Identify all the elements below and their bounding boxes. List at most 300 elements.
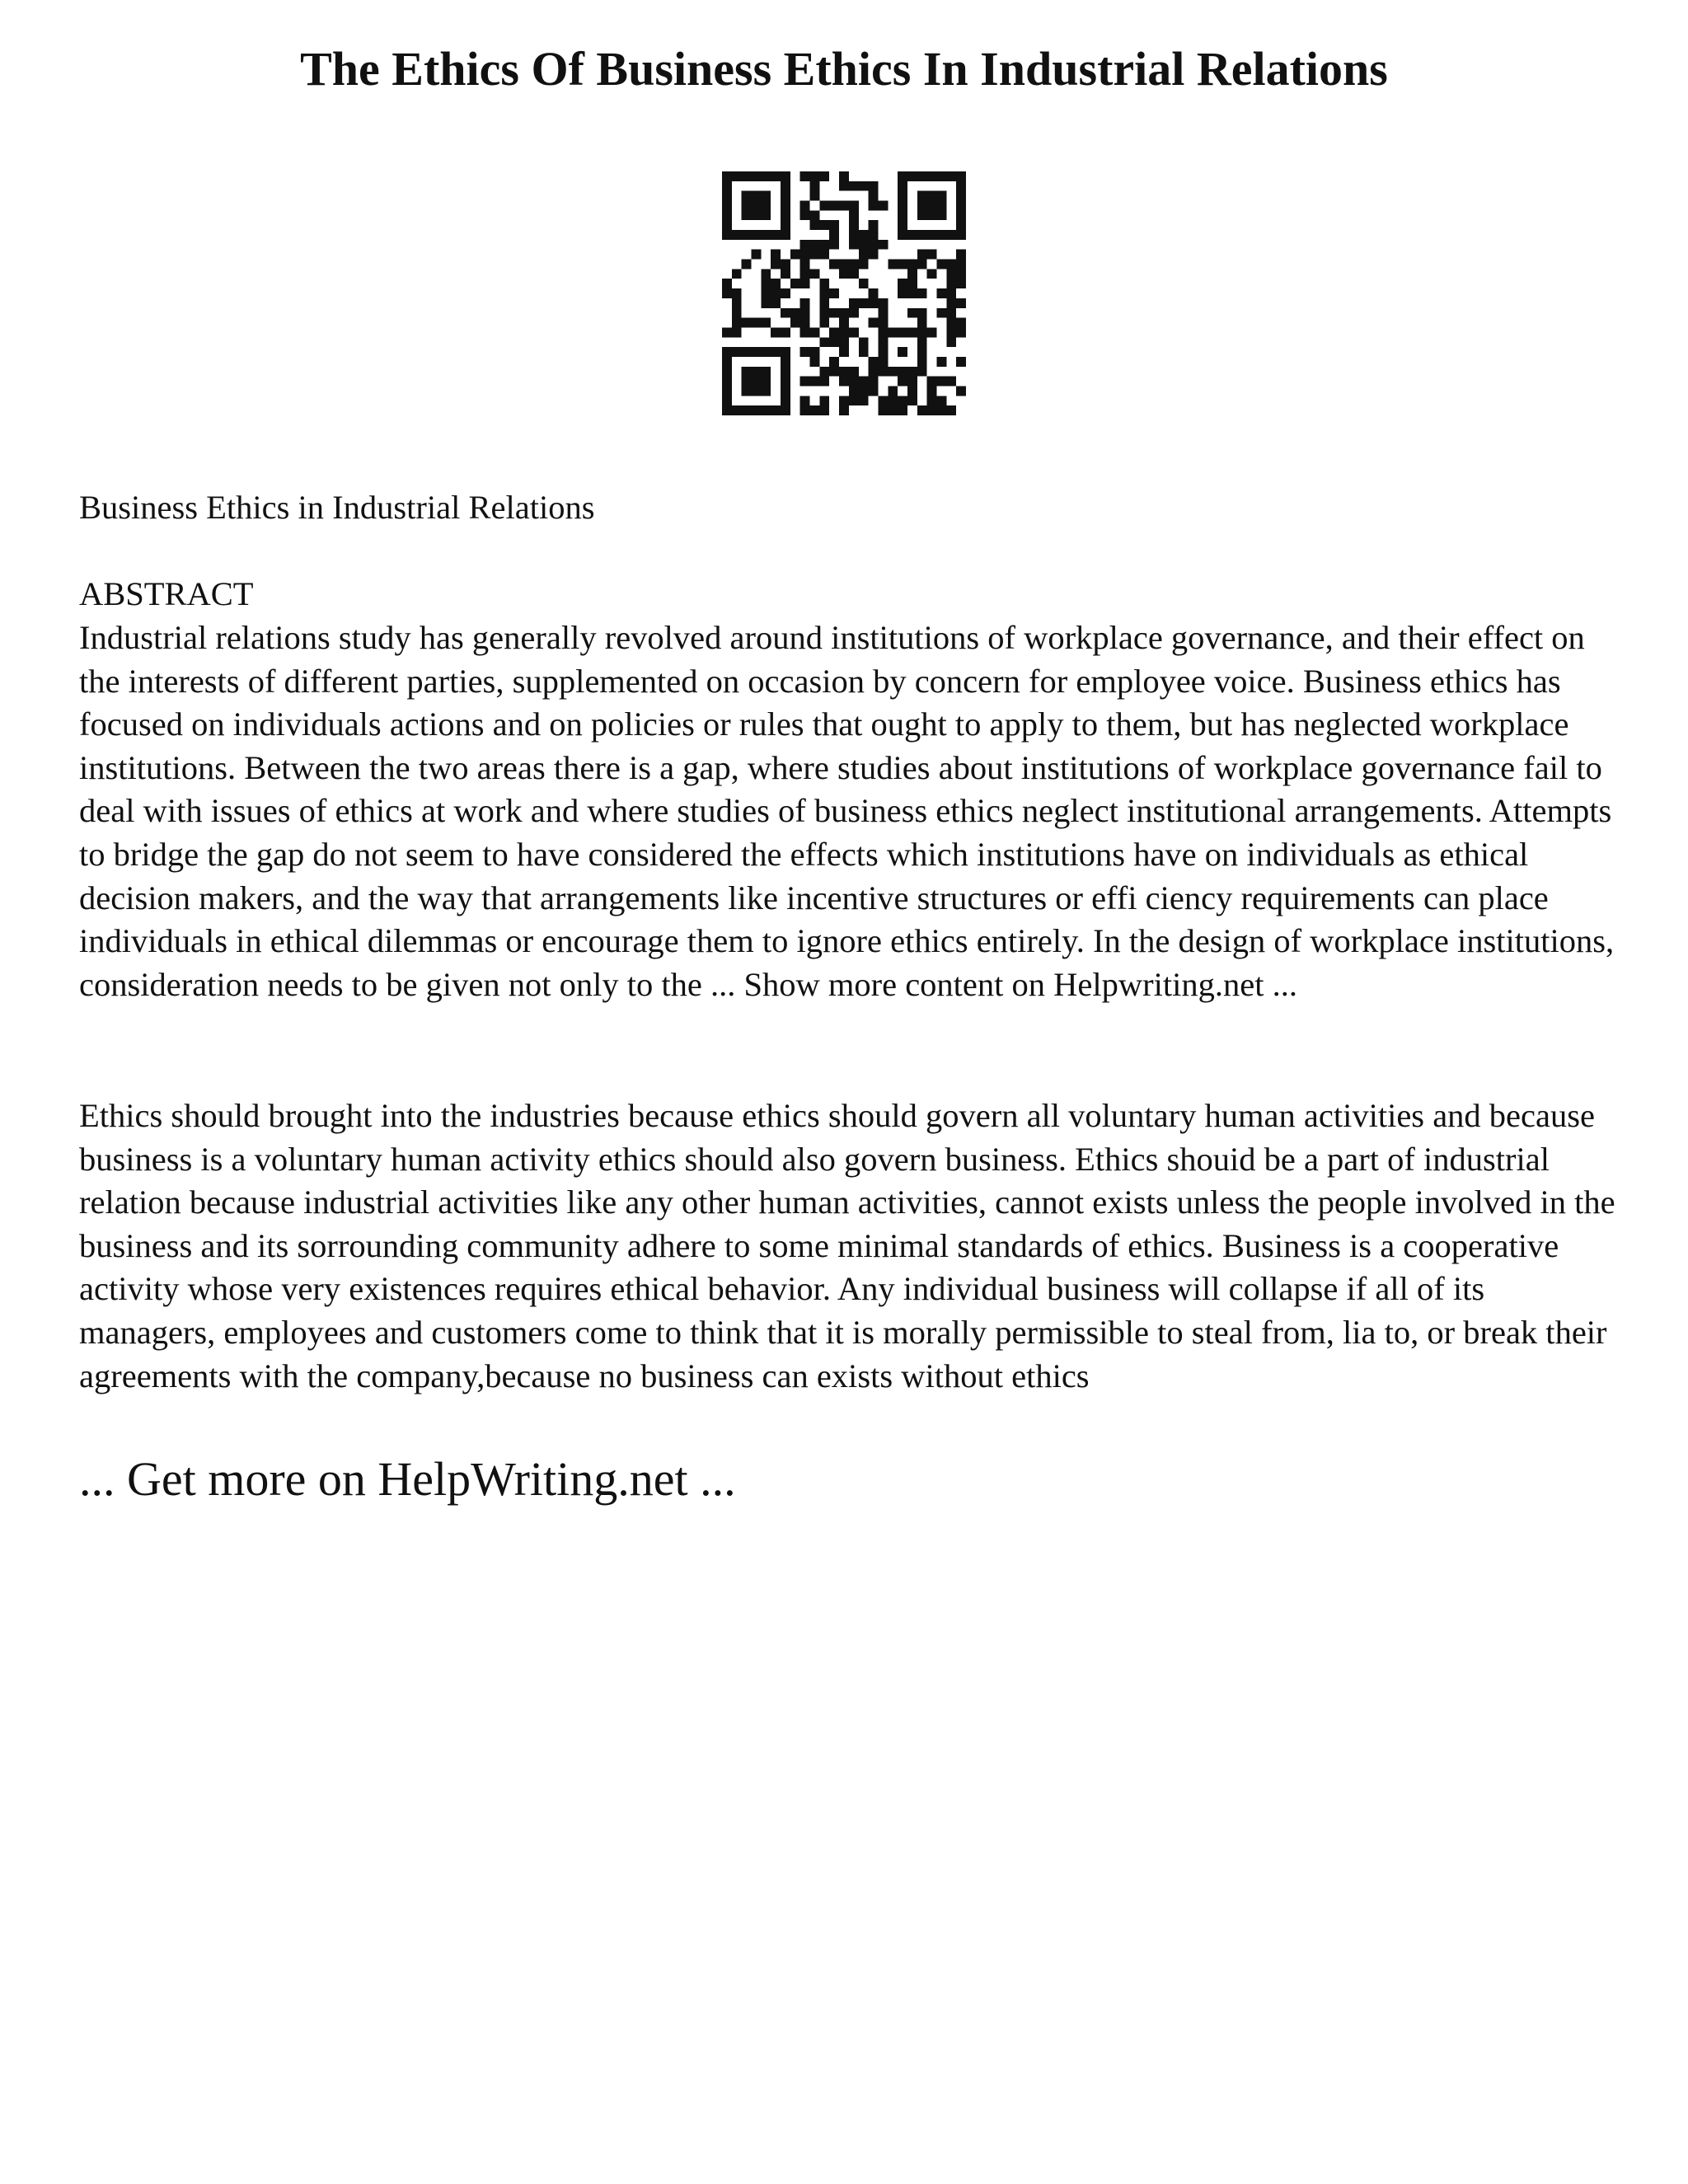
qr-module xyxy=(761,318,771,328)
qr-module xyxy=(829,220,839,230)
qr-module xyxy=(761,405,771,415)
qr-module xyxy=(781,377,790,387)
qr-module xyxy=(722,210,732,220)
qr-module xyxy=(800,250,810,260)
qr-module xyxy=(800,269,810,279)
qr-module xyxy=(752,386,762,396)
qr-module xyxy=(869,250,879,260)
qr-module xyxy=(742,201,752,211)
qr-module xyxy=(781,171,790,181)
qr-module xyxy=(878,347,888,357)
qr-module xyxy=(839,201,849,211)
qr-module xyxy=(761,347,771,357)
qr-module xyxy=(888,386,898,396)
qr-module xyxy=(829,230,839,240)
qr-module xyxy=(732,230,742,240)
qr-module xyxy=(800,347,810,357)
qr-module xyxy=(771,250,781,260)
qr-module xyxy=(907,386,917,396)
qr-module xyxy=(917,171,927,181)
qr-module xyxy=(829,327,839,337)
qr-module xyxy=(898,220,907,230)
qr-module xyxy=(956,171,966,181)
qr-module xyxy=(956,201,966,211)
qr-module xyxy=(819,405,829,415)
qr-module xyxy=(936,377,946,387)
qr-module xyxy=(878,337,888,347)
qr-module xyxy=(849,269,859,279)
qr-module xyxy=(917,357,927,367)
qr-module xyxy=(732,347,742,357)
get-more-link[interactable]: ... Get more on HelpWriting.net ... xyxy=(79,1452,736,1506)
qr-module xyxy=(800,318,810,328)
qr-module xyxy=(917,288,927,298)
qr-module xyxy=(946,288,956,298)
qr-module xyxy=(888,367,898,377)
qr-module xyxy=(907,260,917,269)
qr-module xyxy=(917,250,927,260)
qr-module xyxy=(869,357,879,367)
qr-module xyxy=(917,260,927,269)
qr-module xyxy=(888,396,898,405)
qr-module xyxy=(819,298,829,308)
qr-module xyxy=(898,191,907,201)
qr-module xyxy=(927,386,937,396)
qr-module xyxy=(859,260,869,269)
qr-module xyxy=(819,250,829,260)
qr-module xyxy=(819,377,829,387)
qr-module xyxy=(839,347,849,357)
qr-module xyxy=(946,318,956,328)
qr-module xyxy=(898,377,907,387)
qr-module xyxy=(917,318,927,328)
abstract-heading: ABSTRACT xyxy=(79,575,254,612)
qr-module xyxy=(810,171,820,181)
qr-module xyxy=(752,171,762,181)
qr-module xyxy=(859,377,869,387)
qr-module xyxy=(946,279,956,288)
qr-module xyxy=(761,201,771,211)
qr-module xyxy=(936,201,946,211)
qr-module xyxy=(800,201,810,211)
qr-module xyxy=(927,201,937,211)
qr-module xyxy=(849,386,859,396)
qr-module xyxy=(907,269,917,279)
qr-module xyxy=(907,288,917,298)
qr-module xyxy=(829,288,839,298)
qr-module xyxy=(752,318,762,328)
qr-module xyxy=(722,396,732,405)
qr-module xyxy=(869,298,879,308)
qr-code-icon[interactable] xyxy=(722,171,966,415)
qr-module xyxy=(722,288,732,298)
qr-module xyxy=(781,230,790,240)
qr-module xyxy=(771,327,781,337)
qr-module xyxy=(917,367,927,377)
qr-module xyxy=(761,367,771,377)
qr-module xyxy=(722,201,732,211)
qr-module xyxy=(956,386,966,396)
qr-module xyxy=(946,260,956,269)
qr-module xyxy=(849,201,859,211)
qr-module xyxy=(839,171,849,181)
qr-module xyxy=(790,318,800,328)
qr-module xyxy=(810,347,820,357)
qr-module xyxy=(781,347,790,357)
qr-module xyxy=(898,327,907,337)
qr-module xyxy=(936,210,946,220)
qr-module xyxy=(869,367,879,377)
qr-module xyxy=(907,308,917,318)
qr-module xyxy=(781,201,790,211)
qr-module xyxy=(761,269,771,279)
qr-module xyxy=(781,288,790,298)
qr-module xyxy=(946,337,956,347)
qr-module xyxy=(742,171,752,181)
qr-module xyxy=(819,308,829,318)
qr-module xyxy=(917,210,927,220)
qr-module xyxy=(927,377,937,387)
qr-module xyxy=(742,377,752,387)
qr-module xyxy=(956,220,966,230)
qr-module xyxy=(771,288,781,298)
qr-module xyxy=(936,396,946,405)
qr-module xyxy=(946,269,956,279)
qr-module xyxy=(752,405,762,415)
qr-module xyxy=(888,327,898,337)
qr-module xyxy=(869,230,879,240)
qr-module xyxy=(781,269,790,279)
qr-module xyxy=(878,318,888,328)
qr-module xyxy=(771,279,781,288)
qr-module xyxy=(956,181,966,191)
qr-module xyxy=(761,230,771,240)
qr-module xyxy=(742,210,752,220)
qr-module xyxy=(752,201,762,211)
qr-module xyxy=(732,318,742,328)
qr-module xyxy=(956,191,966,201)
qr-module xyxy=(859,250,869,260)
qr-module xyxy=(800,396,810,405)
qr-module xyxy=(819,288,829,298)
qr-module xyxy=(819,318,829,328)
qr-module xyxy=(869,240,879,250)
qr-module xyxy=(898,260,907,269)
qr-module xyxy=(722,327,732,337)
qr-module xyxy=(849,210,859,220)
qr-module xyxy=(810,269,820,279)
document-subtitle: Business Ethics in Industrial Relations xyxy=(79,489,595,526)
document-title: The Ethics Of Business Ethics In Industrial Relations xyxy=(300,42,1388,96)
qr-module xyxy=(752,191,762,201)
qr-module xyxy=(927,230,937,240)
qr-module xyxy=(956,298,966,308)
qr-module xyxy=(722,279,732,288)
qr-module xyxy=(819,201,829,211)
qr-module xyxy=(859,230,869,240)
qr-module xyxy=(752,250,762,260)
qr-module xyxy=(800,405,810,415)
qr-module xyxy=(898,367,907,377)
qr-module xyxy=(722,191,732,201)
qr-module xyxy=(878,396,888,405)
qr-module xyxy=(829,337,839,347)
qr-module xyxy=(810,210,820,220)
qr-module xyxy=(771,298,781,308)
qr-module xyxy=(722,367,732,377)
qr-module xyxy=(800,260,810,269)
qr-module xyxy=(936,308,946,318)
qr-module xyxy=(869,377,879,387)
qr-module xyxy=(878,201,888,211)
qr-module xyxy=(839,396,849,405)
qr-module xyxy=(956,250,966,260)
qr-module xyxy=(742,230,752,240)
qr-module xyxy=(810,377,820,387)
qr-module xyxy=(722,181,732,191)
qr-module xyxy=(859,386,869,396)
qr-module xyxy=(956,327,966,337)
qr-module xyxy=(888,260,898,269)
qr-module xyxy=(956,260,966,269)
qr-module xyxy=(907,279,917,288)
qr-module xyxy=(810,327,820,337)
qr-module xyxy=(771,260,781,269)
qr-module xyxy=(839,377,849,387)
qr-module xyxy=(829,367,839,377)
qr-module xyxy=(878,308,888,318)
qr-module xyxy=(936,171,946,181)
qr-module xyxy=(927,210,937,220)
qr-module xyxy=(907,367,917,377)
qr-module xyxy=(898,230,907,240)
qr-module xyxy=(722,377,732,387)
qr-module xyxy=(800,298,810,308)
qr-module xyxy=(771,405,781,415)
abstract-paragraph: Industrial relations study has generally revolved around institutions of workplace governance, and their effect on the interests of different parties, supplemented on occasion by concern for employee voice. Business ethics has focused on individuals actions and on policies or rules that ought to apply to them, but has neglected workplace institutions. Between the two areas there is a gap, where studies about institutions of workplace governance fail to deal with issues of ethics at work and where studies of business ethics neglect institutional arrangements. Attempts to bridge the gap do not seem to have considered the effects which institutions have on individuals as ethical decision makers, and the way that arrangements like incentive structures or effi ciency requirements can place individuals in ethical dilemmas or encourage them to ignore ethics entirely. In the design of workplace institutions, consideration needs to be given not only to the ... Show more content on Helpwriting.net ... xyxy=(79,619,1615,1003)
qr-module xyxy=(839,405,849,415)
qr-module xyxy=(810,250,820,260)
qr-module xyxy=(898,181,907,191)
qr-module xyxy=(898,288,907,298)
qr-module xyxy=(810,357,820,367)
qr-module xyxy=(849,230,859,240)
qr-module xyxy=(781,327,790,337)
qr-module xyxy=(956,230,966,240)
qr-module xyxy=(722,357,732,367)
qr-module xyxy=(839,367,849,377)
qr-module xyxy=(898,405,907,415)
qr-module xyxy=(771,171,781,181)
qr-module xyxy=(810,191,820,201)
qr-module xyxy=(819,171,829,181)
qr-module xyxy=(752,367,762,377)
qr-module xyxy=(907,230,917,240)
qr-module xyxy=(810,220,820,230)
qr-module xyxy=(907,377,917,387)
qr-module xyxy=(819,396,829,405)
qr-module xyxy=(742,347,752,357)
qr-module xyxy=(946,405,956,415)
qr-module xyxy=(781,181,790,191)
qr-module xyxy=(829,308,839,318)
qr-module xyxy=(849,240,859,250)
qr-module xyxy=(810,181,820,191)
qr-module xyxy=(907,396,917,405)
qr-module xyxy=(839,318,849,328)
qr-module xyxy=(752,210,762,220)
qr-module xyxy=(917,191,927,201)
qr-module xyxy=(742,405,752,415)
qr-module xyxy=(732,288,742,298)
qr-module xyxy=(761,386,771,396)
qr-module xyxy=(829,201,839,211)
qr-module xyxy=(819,337,829,347)
qr-module xyxy=(781,260,790,269)
qr-module xyxy=(927,269,937,279)
qr-module xyxy=(800,210,810,220)
qr-module xyxy=(956,269,966,279)
qr-module xyxy=(859,347,869,357)
qr-module xyxy=(849,298,859,308)
qr-module xyxy=(859,240,869,250)
qr-module xyxy=(732,327,742,337)
qr-module xyxy=(956,318,966,328)
qr-module xyxy=(761,191,771,201)
qr-module xyxy=(936,230,946,240)
qr-module xyxy=(829,357,839,367)
qr-module xyxy=(898,201,907,211)
qr-module xyxy=(869,181,879,191)
qr-module xyxy=(878,327,888,337)
qr-module xyxy=(859,337,869,347)
qr-module xyxy=(936,357,946,367)
qr-module xyxy=(917,347,927,357)
qr-module xyxy=(761,298,771,308)
qr-module xyxy=(839,308,849,318)
qr-module xyxy=(946,308,956,318)
qr-module xyxy=(898,171,907,181)
qr-module xyxy=(917,201,927,211)
qr-module xyxy=(936,260,946,269)
qr-module xyxy=(946,298,956,308)
qr-module xyxy=(936,288,946,298)
qr-module xyxy=(829,240,839,250)
qr-module xyxy=(927,405,937,415)
qr-module xyxy=(849,308,859,318)
qr-module xyxy=(732,269,742,279)
qr-module xyxy=(917,308,927,318)
qr-module xyxy=(742,318,752,328)
qr-module xyxy=(722,220,732,230)
qr-module xyxy=(732,298,742,308)
qr-module xyxy=(732,171,742,181)
qr-module xyxy=(956,210,966,220)
qr-module xyxy=(869,288,879,298)
qr-module xyxy=(742,367,752,377)
qr-module xyxy=(800,240,810,250)
qr-module xyxy=(742,260,752,269)
qr-module xyxy=(849,377,859,387)
qr-module xyxy=(927,191,937,201)
qr-module xyxy=(800,308,810,318)
qr-module xyxy=(771,230,781,240)
qr-module xyxy=(878,240,888,250)
qr-module xyxy=(761,377,771,387)
qr-module xyxy=(722,386,732,396)
qr-module xyxy=(781,191,790,201)
qr-module xyxy=(819,220,829,230)
qr-module xyxy=(869,318,879,328)
qr-module xyxy=(800,171,810,181)
qr-module xyxy=(917,337,927,347)
qr-module xyxy=(907,171,917,181)
qr-module xyxy=(927,250,937,260)
qr-module xyxy=(839,337,849,347)
qr-module xyxy=(761,210,771,220)
qr-module xyxy=(819,279,829,288)
qr-module xyxy=(869,191,879,201)
qr-module xyxy=(956,357,966,367)
qr-module xyxy=(790,308,800,318)
qr-module xyxy=(936,191,946,201)
qr-module xyxy=(849,220,859,230)
qr-module xyxy=(946,230,956,240)
qr-module xyxy=(878,405,888,415)
qr-module xyxy=(917,230,927,240)
body-paragraph: Ethics should brought into the industries because ethics should govern all voluntary human activities and because business is a voluntary human activity ethics should also govern business. Ethics shouid be a part of industrial relation because industrial activities like any other human activities, cannot exists unless the people involved in the business and its sorrounding community adhere to some minimal standards of ethics. Business is a cooperative activity whose very existences requires ethical behavior. Any individual business will collapse if all of its managers, employees and customers come to think that it is morally permissible to steal from, lia to, or break their agreements with the company,because no business can exists without ethics xyxy=(79,1097,1615,1394)
qr-module xyxy=(927,396,937,405)
qr-module xyxy=(878,357,888,367)
qr-module xyxy=(771,347,781,357)
qr-module xyxy=(781,396,790,405)
qr-module xyxy=(946,171,956,181)
qr-module xyxy=(781,386,790,396)
qr-module xyxy=(907,327,917,337)
qr-module xyxy=(859,396,869,405)
qr-module xyxy=(761,171,771,181)
qr-module xyxy=(781,210,790,220)
qr-module xyxy=(869,386,879,396)
qr-module xyxy=(859,298,869,308)
qr-module xyxy=(781,367,790,377)
qr-module xyxy=(898,396,907,405)
qr-module xyxy=(752,230,762,240)
qr-module xyxy=(761,279,771,288)
qr-module xyxy=(898,279,907,288)
qr-module xyxy=(800,279,810,288)
qr-module xyxy=(849,367,859,377)
qr-module xyxy=(839,181,849,191)
qr-module xyxy=(752,347,762,357)
qr-module xyxy=(722,405,732,415)
qr-module xyxy=(722,347,732,357)
qr-module xyxy=(810,405,820,415)
qr-module xyxy=(956,279,966,288)
qr-module xyxy=(849,396,859,405)
qr-module xyxy=(917,405,927,415)
qr-module xyxy=(946,377,956,387)
qr-module xyxy=(732,308,742,318)
qr-module xyxy=(839,260,849,269)
qr-module xyxy=(781,308,790,318)
qr-module xyxy=(859,279,869,288)
qr-module xyxy=(878,367,888,377)
qr-module xyxy=(927,171,937,181)
qr-module xyxy=(722,171,732,181)
qr-module xyxy=(927,327,937,337)
qr-module xyxy=(781,405,790,415)
